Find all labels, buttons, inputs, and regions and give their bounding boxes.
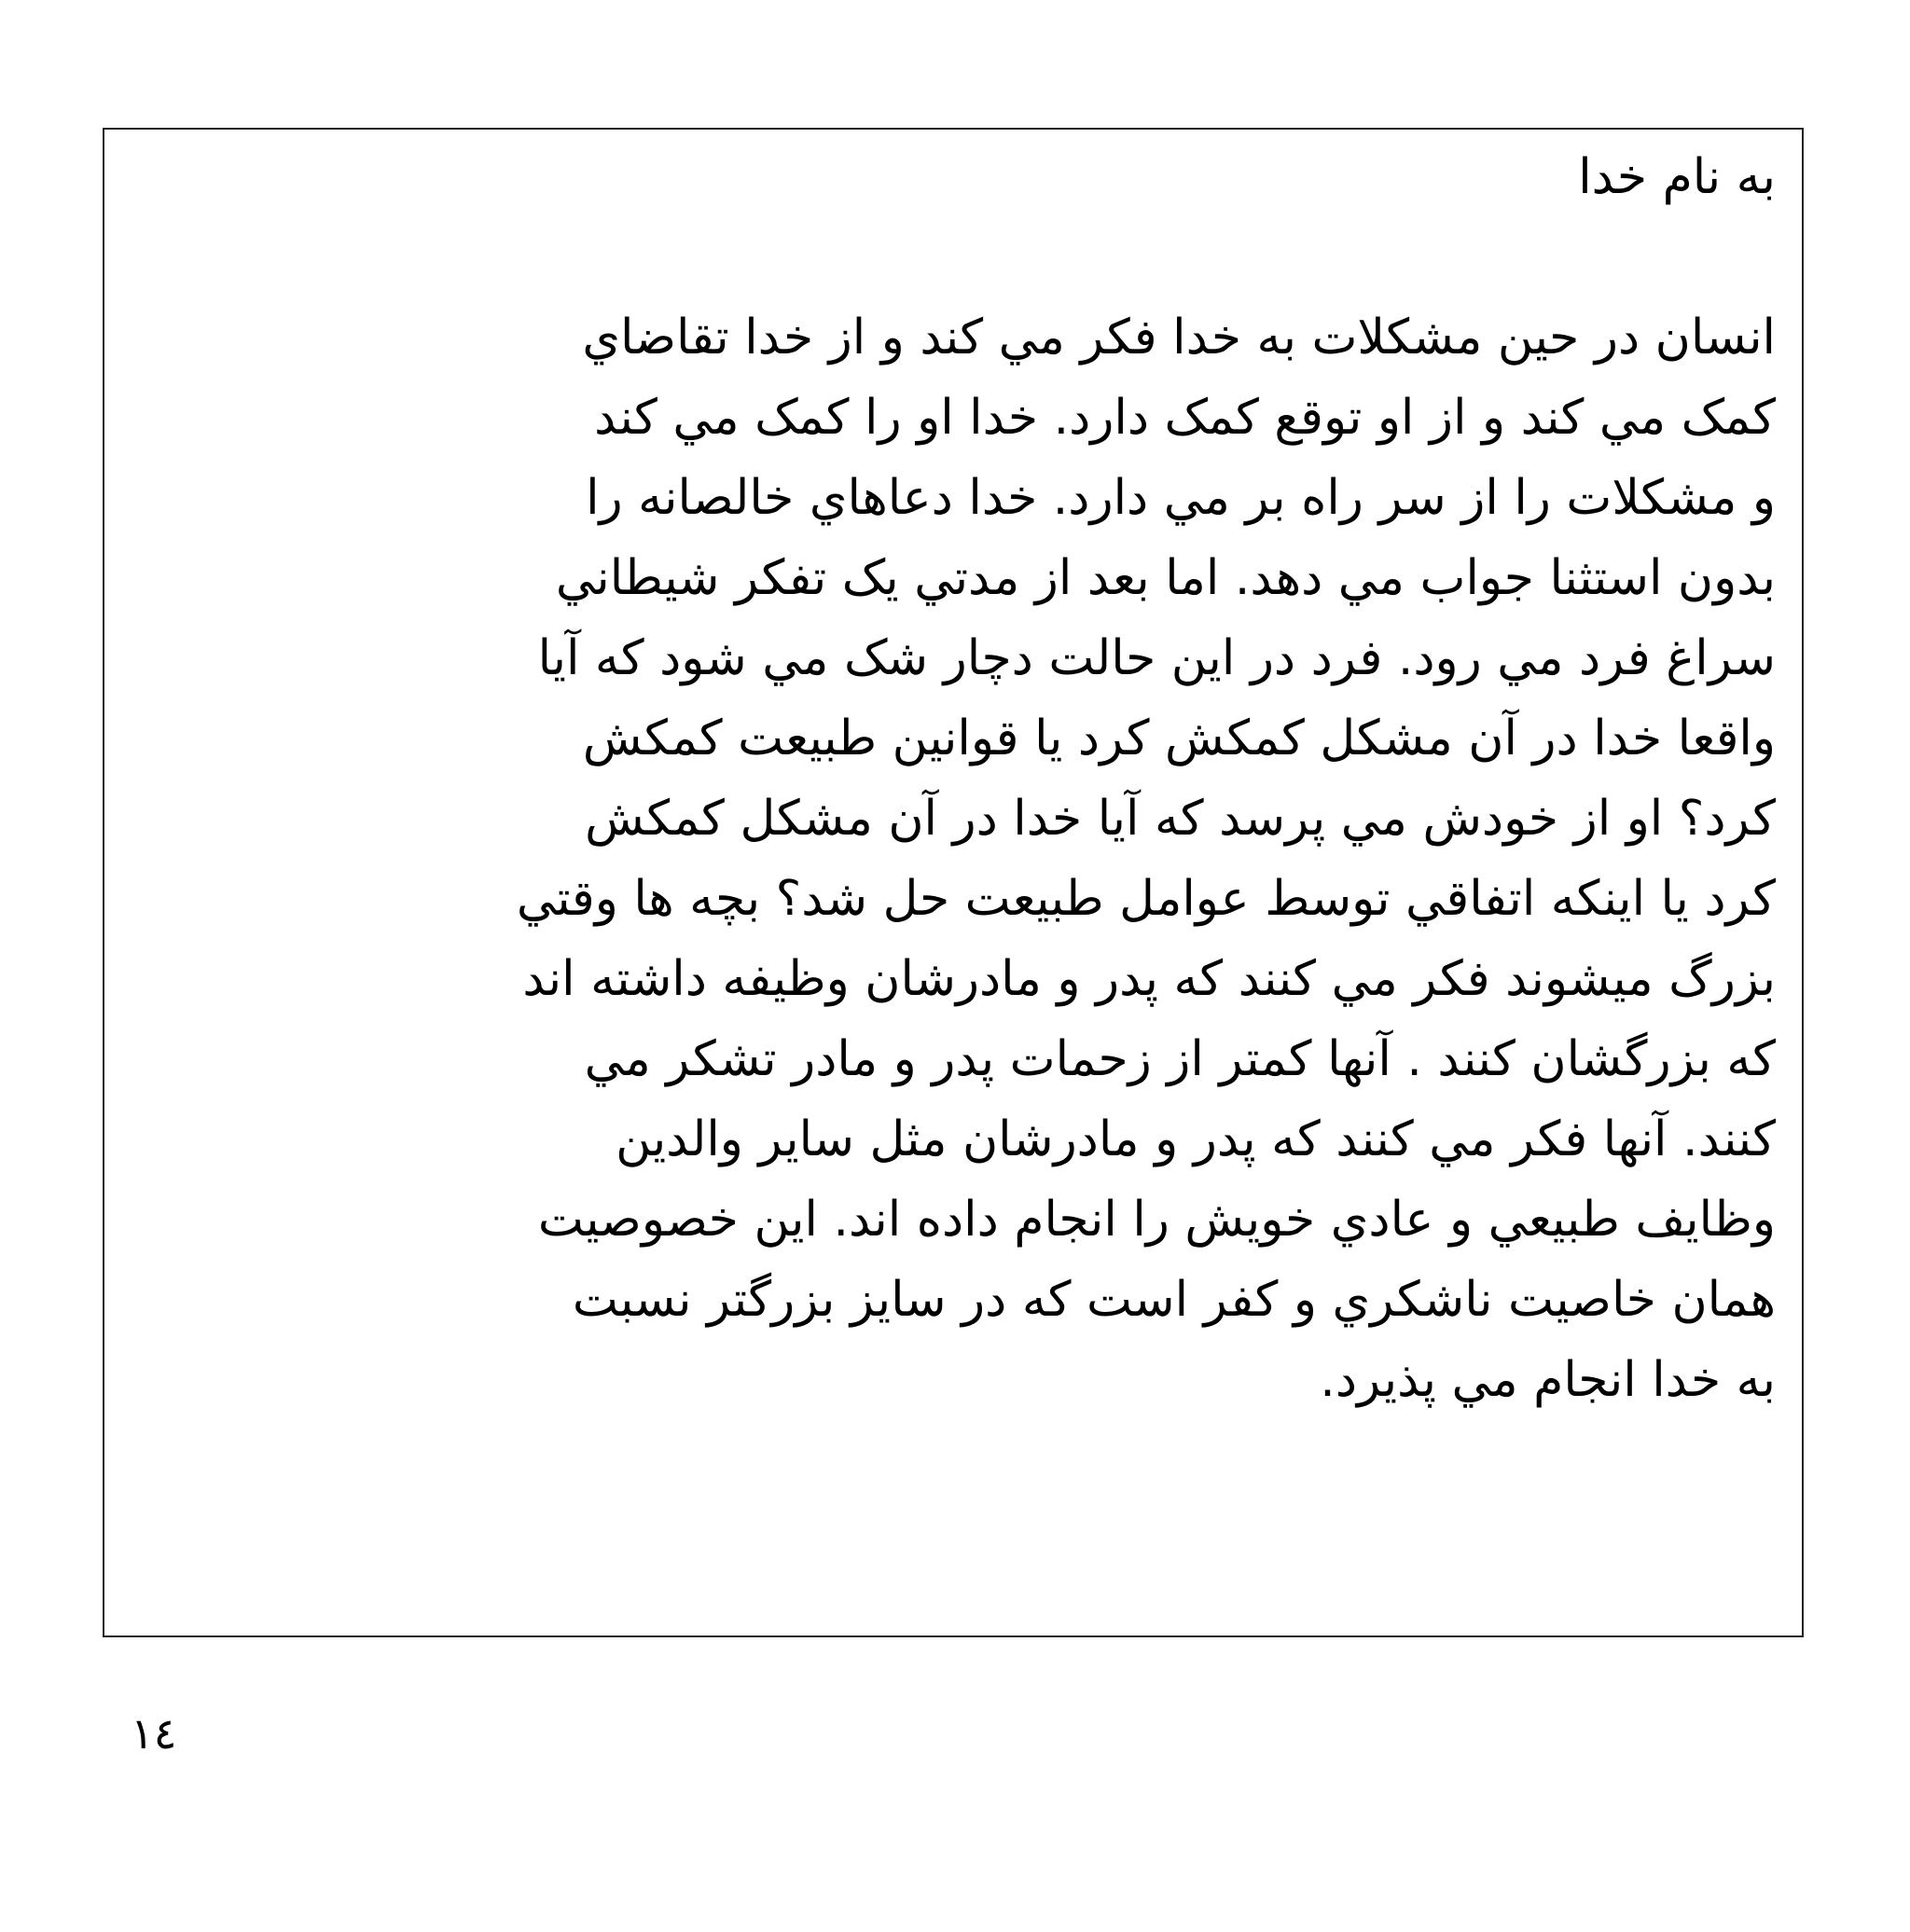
paragraph-line: كه بزرگشان كنند . آنها كمتر از زحمات پدر و مادر تشكر مي bbox=[584, 1031, 1776, 1087]
paragraph-line: به خدا انجام مي پذيرد. bbox=[1320, 1352, 1776, 1408]
paragraph-line: همان خاصيت ناشكري و كفر است كه در سايز بزرگتر نسبت bbox=[572, 1272, 1776, 1328]
paragraph-line: بزرگ ميشوند فكر مي كنند كه پدر و مادرشان وظيفه داشته اند bbox=[522, 951, 1776, 1007]
paragraph-line: كمک مي كند و از او توقع كمک دارد. خدا او را كمک مي كند bbox=[594, 390, 1776, 446]
paragraph-line: و مشكلات را از سر راه بر مي دارد. خدا دعاهاي خالصانه را bbox=[586, 470, 1776, 526]
document-body bbox=[142, 137, 1776, 1420]
paragraph-line: كنند. آنها فكر مي كنند كه پدر و مادرشان مثل ساير والدين bbox=[616, 1111, 1776, 1167]
paragraph-line: واقعا خدا در آن مشكل كمكش كرد يا قوانين طبيعت كمكش bbox=[582, 711, 1776, 766]
page-number: ١٤ bbox=[131, 1708, 177, 1759]
paragraph-line: انسان در حين مشكلات به خدا فكر مي كند و از خدا تقاضاي bbox=[582, 310, 1776, 366]
paragraph-line: بدون استثنا جواب مي دهد. اما بعد از مدتي يک تفكر شيطاني bbox=[555, 550, 1776, 606]
paragraph-line: وظايف طبيعي و عادي خويش را انجام داده اند. اين خصوصيت bbox=[537, 1192, 1776, 1248]
paragraph-line: كرد؟ او از خودش مي پرسد كه آيا خدا در آن مشكل كمكش bbox=[585, 791, 1776, 847]
paragraph-line: سراغ فرد مي رود. فرد در اين حالت دچار شک مي شود كه آيا bbox=[537, 630, 1776, 686]
paragraph-line: كرد يا اينكه اتفاقي توسط عوامل طبيعت حل شد؟ بچه ها وقتي bbox=[516, 871, 1776, 927]
document-title: به نام خدا bbox=[1578, 149, 1776, 205]
text-box-frame bbox=[103, 128, 1804, 1637]
